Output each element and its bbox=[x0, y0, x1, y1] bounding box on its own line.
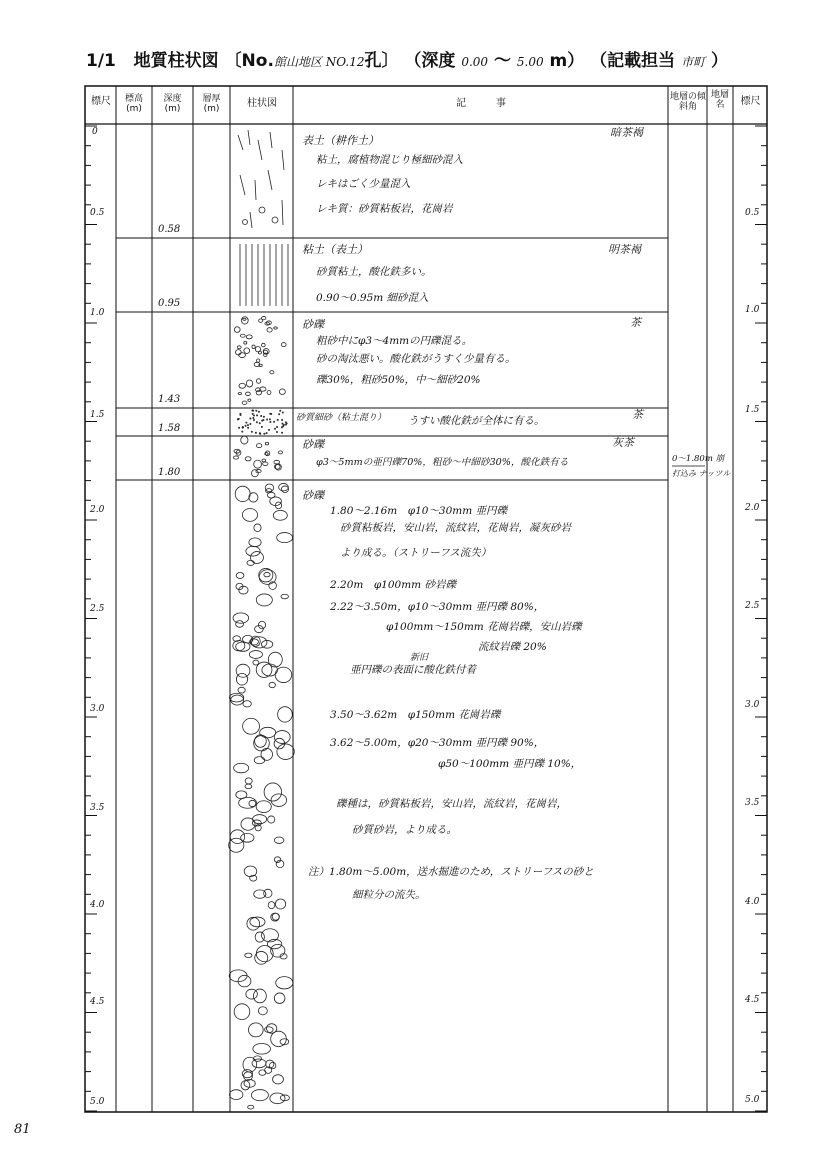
tick-right: 1.0 bbox=[745, 305, 760, 315]
layer-color: 暗茶褐 bbox=[610, 126, 643, 139]
layer-note: 砂質砂岩，より成る。 bbox=[352, 824, 457, 836]
pattern-silty-sand bbox=[237, 410, 287, 434]
layer-depth: 1.43 bbox=[158, 394, 181, 405]
col-scale-right: 標尺 bbox=[740, 96, 761, 107]
tick-right: 4.5 bbox=[745, 995, 760, 1005]
layer-note: レキはごく少量混入 bbox=[316, 178, 411, 190]
col-elevation: 標高 (m) bbox=[124, 94, 143, 114]
tick-left: 1.5 bbox=[90, 410, 105, 420]
layer-color: 茶 bbox=[632, 408, 643, 421]
tick-left: 2.5 bbox=[90, 604, 105, 614]
tick-right: 2.0 bbox=[745, 503, 760, 513]
layer-name: 砂礫 bbox=[302, 489, 324, 502]
layer-note: 礫30%，粗砂50%，中〜細砂20% bbox=[316, 374, 481, 386]
layer-note: うすい酸化鉄が全体に有る。 bbox=[408, 415, 545, 427]
page-number: 81 bbox=[14, 1122, 31, 1137]
layer-note: 砂の淘汰悪い。酸化鉄がうすく少量有る。 bbox=[316, 353, 516, 365]
pattern-gravel-2 bbox=[233, 436, 282, 477]
layer-note: 砂質粘板岩，安山岩，流紋岩，花崗岩，凝灰砂岩 bbox=[340, 522, 571, 534]
tick-right: 5.0 bbox=[745, 1095, 760, 1105]
depth-unit: m） bbox=[549, 51, 585, 71]
author-prefix: （記載担当 bbox=[590, 51, 676, 71]
layer-depth: 1.80 bbox=[158, 467, 181, 478]
layer-note: より成る。（ストリーフス流失） bbox=[340, 547, 492, 559]
layer-note: 3.50〜3.62m φ150mm 花崗岩礫 bbox=[330, 709, 501, 721]
layer-note: 1.80〜2.16m φ10〜30mm 亜円礫 bbox=[330, 505, 508, 517]
hole-no-prefix: 〔No. bbox=[224, 51, 274, 71]
dip-note: 0〜1.80m 崩 bbox=[672, 454, 725, 464]
col-column: 柱状図 bbox=[247, 98, 277, 109]
layer-color: 茶 bbox=[630, 316, 641, 329]
author-suffix: ） bbox=[711, 51, 729, 71]
author-value: 市町 bbox=[681, 55, 706, 69]
tick-right: 1.5 bbox=[745, 405, 760, 415]
layer-note: 0.90〜0.95m 細砂混入 bbox=[316, 292, 429, 304]
depth-sep: 〜 bbox=[493, 51, 511, 71]
pattern-topsoil bbox=[238, 130, 284, 228]
tick-left: 4.0 bbox=[90, 900, 105, 910]
dip-note: 打込み ナッツル bbox=[672, 469, 731, 478]
layer-color: 明茶褐 bbox=[608, 243, 641, 256]
pattern-gravel-3 bbox=[229, 483, 295, 1109]
tick-left: 0 bbox=[92, 127, 98, 137]
layer-depth: 0.58 bbox=[158, 224, 181, 235]
col-thickness: 層厚 (m) bbox=[202, 94, 221, 114]
tick-right: 0.5 bbox=[745, 208, 760, 218]
layer-note: 2.20m φ100mm 砂岩礫 bbox=[330, 579, 456, 591]
layer-name: 砂礫 bbox=[302, 318, 324, 331]
layer-note: 亜円礫の表面に酸化鉄付着 bbox=[350, 664, 476, 676]
layer-depth: 0.95 bbox=[158, 298, 181, 309]
layer-note: 流紋岩礫 20% bbox=[478, 641, 547, 653]
col-depth: 深度 (m) bbox=[163, 94, 182, 114]
tick-left: 3.5 bbox=[90, 803, 105, 813]
layer-name: 砂礫 bbox=[302, 438, 324, 451]
layer-note: 礫種は，砂質粘板岩，安山岩，流紋岩，花崗岩， bbox=[336, 798, 567, 810]
depth-to: 5.00 bbox=[516, 55, 544, 69]
tick-left: 2.0 bbox=[90, 505, 105, 515]
tick-left: 1.0 bbox=[90, 308, 105, 318]
layer-note: 砂質粘土，酸化鉄多い。 bbox=[316, 266, 432, 278]
tick-right: 2.5 bbox=[745, 601, 760, 611]
layer-note: φ3〜5mmの亜円礫70%，粗砂〜中細砂30%，酸化鉄有る bbox=[316, 457, 569, 468]
pattern-clay bbox=[240, 244, 288, 306]
layer-note: 2.22〜3.50m，φ10〜30mm 亜円礫 80%， bbox=[330, 601, 545, 613]
layer-note: レキ質：砂質粘板岩，花崗岩 bbox=[316, 203, 453, 215]
depth-prefix: （深度 bbox=[404, 51, 456, 71]
tick-left: 5.0 bbox=[90, 1097, 105, 1107]
col-formation: 地層名 bbox=[710, 90, 729, 110]
col-dip: 地層の傾斜角 bbox=[670, 92, 707, 112]
layer-note: 3.62〜5.00m，φ20〜30mm 亜円礫 90%， bbox=[330, 737, 545, 749]
layer-name: 表土（耕作土） bbox=[302, 134, 379, 147]
tick-right: 3.0 bbox=[745, 700, 760, 710]
col-description: 記 事 bbox=[456, 98, 506, 109]
layer-note: 粘土，腐植物混じり極細砂混入 bbox=[316, 154, 463, 166]
layer-note: φ50〜100mm 亜円礫 10%， bbox=[438, 758, 582, 770]
pattern-gravel-1 bbox=[234, 316, 286, 404]
layer-depth: 1.58 bbox=[158, 423, 181, 434]
layer-name: 砂質細砂（粘土混り） bbox=[296, 413, 387, 423]
tick-left: 3.0 bbox=[90, 704, 105, 714]
tick-right: 3.5 bbox=[745, 798, 760, 808]
col-scale-left: 標尺 bbox=[91, 96, 111, 107]
tick-left: 0.5 bbox=[90, 208, 105, 218]
correction-mark: 新旧 bbox=[410, 653, 429, 663]
page-count: 1/1 bbox=[86, 51, 116, 71]
hole-no-suffix: 孔〕 bbox=[364, 51, 399, 71]
layer-note: 粗砂中にφ3〜4mmの円礫混る。 bbox=[316, 335, 473, 347]
tick-left: 4.5 bbox=[90, 997, 105, 1007]
layer-note: 細粒分の流失。 bbox=[352, 889, 426, 901]
tick-right: 4.0 bbox=[745, 897, 760, 907]
layer-note: φ100mm〜150mm 花崗岩礫，安山岩礫 bbox=[386, 621, 582, 633]
sheet-title: 地質柱状図 bbox=[133, 51, 219, 71]
hole-no-value: 館山地区 NO.12 bbox=[273, 55, 365, 69]
depth-from: 0.00 bbox=[461, 55, 489, 69]
layer-name: 粘土（表土） bbox=[302, 243, 368, 256]
layer-note: 注）1.80m〜5.00m，送水掘進のため，ストリーフスの砂と bbox=[308, 866, 594, 878]
layer-color: 灰茶 bbox=[612, 436, 634, 449]
